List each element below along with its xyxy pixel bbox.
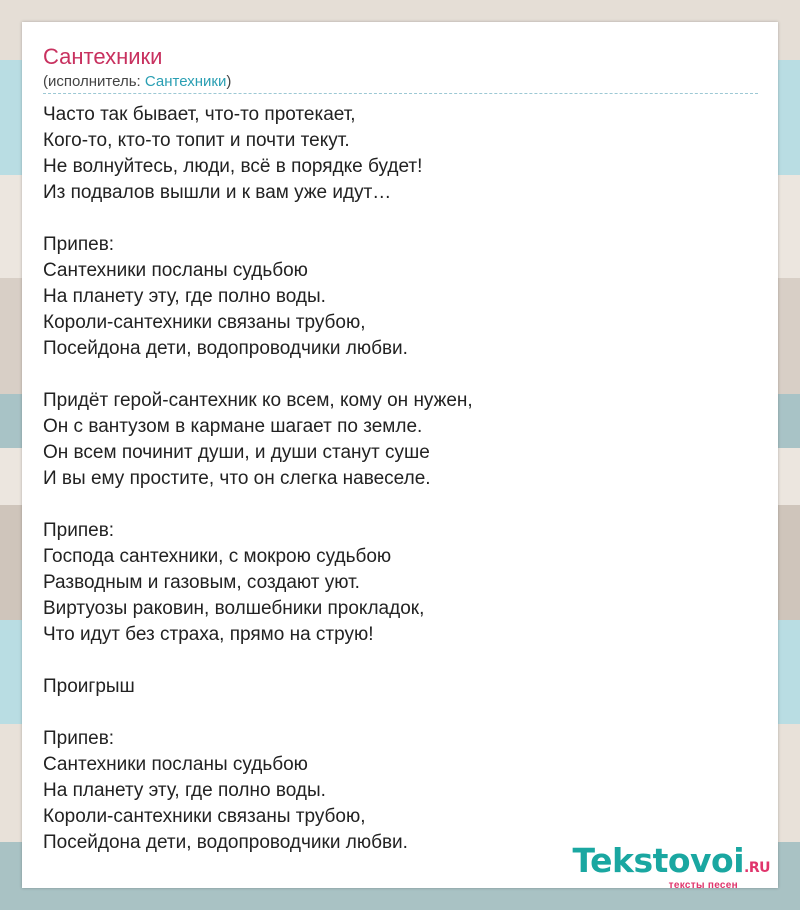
lyrics-card	[22, 22, 778, 888]
logo-tld: .RU	[744, 860, 770, 876]
lyrics-text: Часто так бывает, что-то протекает, Кого-то, кто-то топит и почти текут. Не волнуйтесь, люди, всё в порядке будет! Из подвалов вышли и к вам уже идут… Припев: Сантехники посланы судьбою На планету эту, где полно воды. Короли-сантехники связаны трубою, Посейдона дети, водопроводчики любви. Придёт герой-сантехник ко всем, кому он нужен, Он с вантузом в кармане шагает по земле. Он всем починит души, и души станут суше И вы ему простите, что он слегка навеселе. Припев: Господа сантехники, с мокрою судьбою Разводным и газовым, создают уют. Виртуозы раковин, волшебники прокладок, Что идут без страха, прямо на струю! Проигрыш Припев: Сантехники посланы судьбою На планету эту, где полно воды. Короли-сантехники связаны трубою, Посейдона дети, водопроводчики любви.	[43, 104, 473, 853]
artist-prefix: (исполнитель:	[43, 73, 145, 90]
artist-line	[43, 72, 231, 92]
logo-name: Tekstovoi	[572, 841, 745, 880]
artist-suffix: )	[226, 73, 232, 90]
site-logo[interactable]	[572, 843, 770, 891]
song-title: Сантехники	[43, 44, 163, 69]
title-divider	[43, 93, 758, 94]
artist-link[interactable]: Сантехники	[144, 73, 227, 90]
logo-tagline: тексты песен	[668, 880, 738, 891]
